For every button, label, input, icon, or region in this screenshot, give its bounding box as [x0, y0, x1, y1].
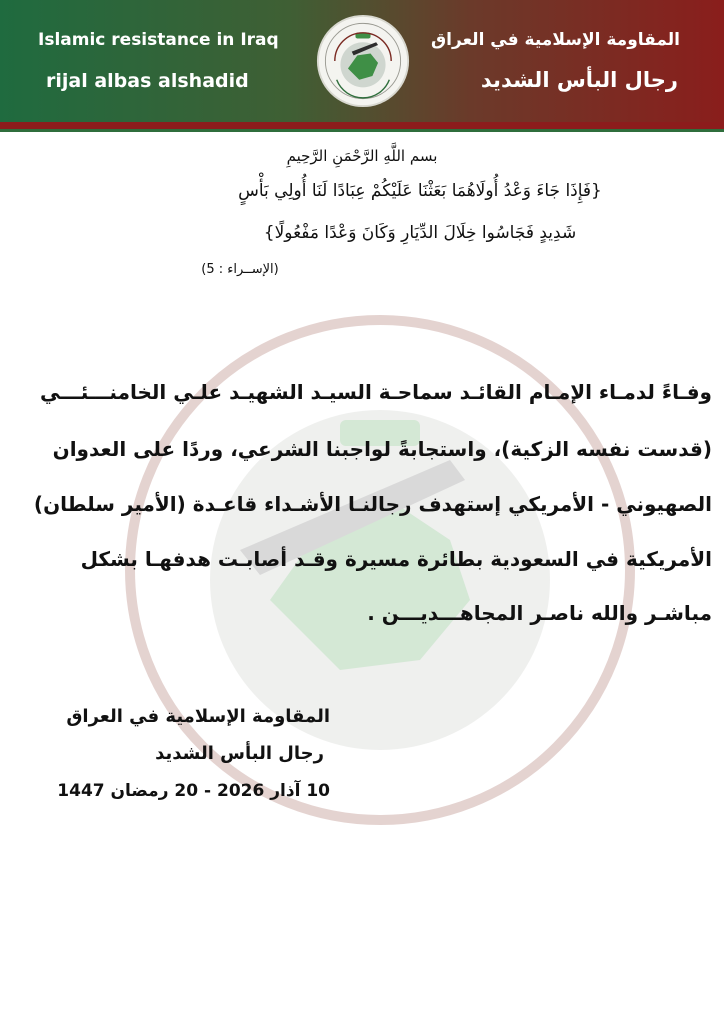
- header-banner: [0, 0, 724, 122]
- signature-organization: المقاومة الإسلامية في العراق: [66, 706, 330, 727]
- signature-date: 10 آذار 2026 - 20 رمضان 1447: [57, 781, 330, 801]
- emblem-icon: [316, 14, 410, 108]
- header-arabic-subtitle: رجال البأس الشديد: [480, 68, 678, 92]
- header-divider-red: [0, 122, 724, 129]
- statement-line-2: (قدست نفسه الزكية)، واستجابةً لواجبنا الشرعي، وردًا على العدوان: [52, 437, 712, 461]
- statement-line-5: مباشـر والله ناصـر المجاهـــديـــن .: [367, 601, 712, 625]
- quran-verse-line-1: {فَإِذَا جَاءَ وَعْدُ أُولَاهُمَا بَعَثْنَا عَلَيْكُمْ عِبَادًا لَنَا أُولِي بَأْسٍ: [238, 181, 602, 201]
- statement-line-1: وفـاءً لدمـاء الإمـام القائـد سماحـة السيـد الشهيـد علـي الخامنـــئـــي: [40, 380, 712, 404]
- header-divider-green: [0, 129, 724, 132]
- header-english-subtitle: rijal albas alshadid: [46, 70, 249, 92]
- statement-line-3: الصهيوني - الأمريكي إستهدف رجالنـا الأشـداء قاعـدة (الأمير سلطان): [33, 492, 712, 516]
- header-english-title: Islamic resistance in Iraq: [38, 30, 279, 50]
- signature-group: رجال البأس الشديد: [155, 743, 324, 764]
- header-arabic-title: المقاومة الإسلامية في العراق: [430, 30, 680, 50]
- verse-reference: (الإســراء : 5): [201, 262, 279, 277]
- basmala: بسم اللَّهِ الرَّحْمَنِ الرَّحِيمِ: [286, 147, 438, 165]
- statement-line-4: الأمريكية في السعودية بطائرة مسيرة وقـد أصابـت هدفهـا بشكل: [80, 547, 712, 571]
- quran-verse-line-2: شَدِيدٍ فَجَاسُوا خِلَالَ الدِّيَارِ وَكَانَ وَعْدًا مَفْعُولًا}: [263, 223, 577, 243]
